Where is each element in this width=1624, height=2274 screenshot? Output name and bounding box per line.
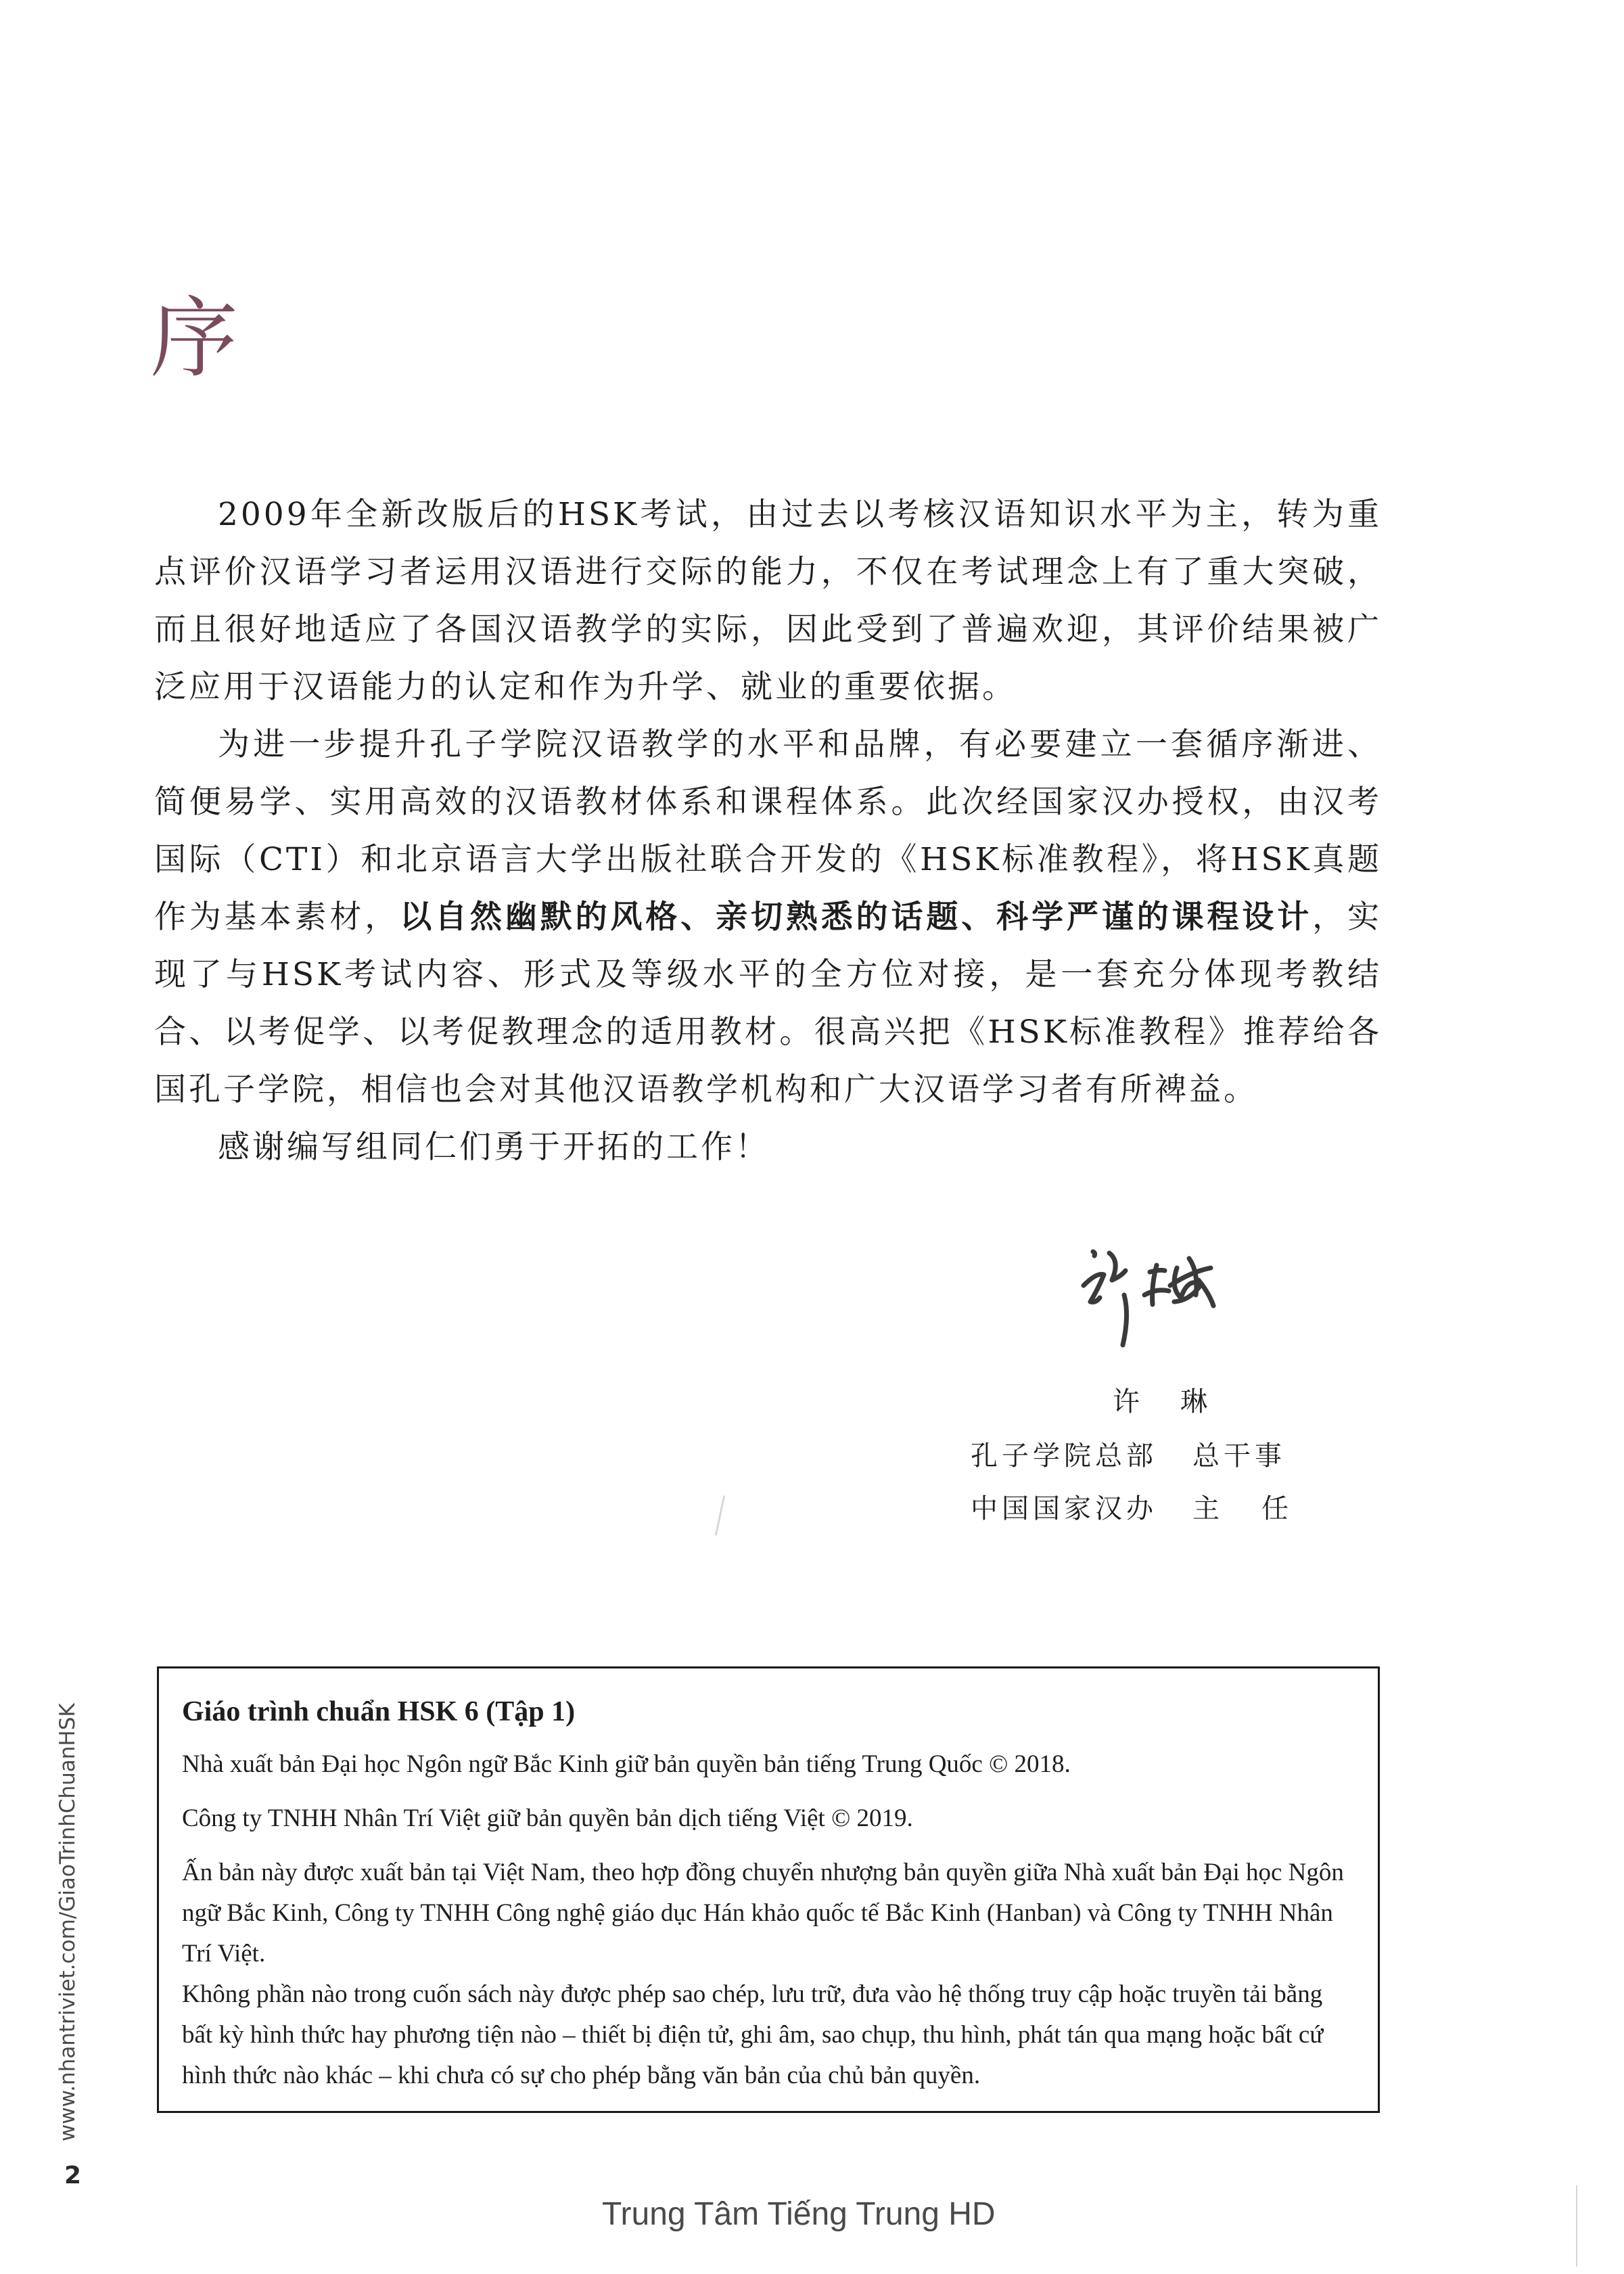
signatory-title-line-2 bbox=[971, 1487, 1330, 1526]
page-number: 2 bbox=[64, 2162, 82, 2189]
scan-artifact bbox=[1576, 2185, 1577, 2267]
copyright-chinese-edition: Nhà xuất bản Đại học Ngôn ngữ Bắc Kinh giữ bản quyền bản tiếng Trung Quốc © 2018. bbox=[182, 1750, 1071, 1778]
preface-body bbox=[154, 486, 1382, 1176]
preface-paragraph-2 bbox=[154, 716, 1382, 1118]
signatory-name: 许琳 bbox=[1113, 1386, 1248, 1417]
handwritten-signature-icon bbox=[1075, 1238, 1238, 1373]
book-title: Giáo trình chuẩn HSK 6 (Tập 1) bbox=[182, 1696, 576, 1727]
copyright-vietnamese-translation: Công ty TNHH Nhân Trí Việt giữ bản quyền bản dịch tiếng Việt © 2019. bbox=[182, 1804, 913, 1832]
signatory-org-1: 孔子学院总部 bbox=[971, 1440, 1157, 1472]
signatory-role-1: 总干事 bbox=[1192, 1440, 1286, 1472]
preface-paragraph-2-bold: 以自然幽默的风格、亲切熟悉的话题、科学严谨的课程设计 bbox=[400, 899, 1313, 936]
preface-paragraph-2-part2: ，实现了与HSK考试内容、形式及等级水平的全方位对接，是一套充分体现考教结合、以考促学、以考促教理念的适用教材。很高兴把《HSK标准教程》推荐给各国孔子学院，相信也会对其他汉语教学机构和广大汉语学习者有所裨益。 bbox=[154, 899, 1383, 1108]
signatory-title-line-1 bbox=[971, 1434, 1286, 1473]
watermark-text: Trung Tâm Tiếng Trung HD bbox=[602, 2196, 996, 2232]
signatory-org-2: 中国国家汉办 bbox=[971, 1493, 1157, 1524]
preface-paragraph-2-part1: 为进一步提升孔子学院汉语教学的水平和品牌，有必要建立一套循序渐进、简便易学、实用高效的汉语教材体系和课程体系。此次经国家汉办授权，由汉考国际（CTI）和北京语言大学出版社联合开发的《HSK标准教程》，将HSK真题作为基本素材， bbox=[154, 726, 1382, 936]
side-url-link[interactable]: www.nhantriviet.com/GiaoTrinhChuanHSK bbox=[55, 1703, 80, 2141]
signatory-role-2: 主任 bbox=[1192, 1493, 1330, 1524]
signature-block bbox=[960, 1238, 1366, 1549]
scan-artifact bbox=[715, 1495, 725, 1535]
publication-agreement: Ấn bản này được xuất bản tại Việt Nam, theo hợp đồng chuyển nhượng bản quyền giữa Nhà xuất bản Đại học Ngôn ngữ Bắc Kinh, Công ty TNHH Công nghệ giáo dục Hán khảo quốc tế Bắc Kinh (Hanban) và Công ty TNHH Nhân Trí Việt. bbox=[182, 1859, 1344, 1968]
copyright-box bbox=[157, 1666, 1380, 2113]
preface-paragraph-3: 感谢编写组同仁们勇于开拓的工作！ bbox=[218, 1129, 770, 1166]
reproduction-notice: Không phần nào trong cuốn sách này được phép sao chép, lưu trữ, đưa vào hệ thống truy cập hoặc truyền tải bằng bất kỳ hình thức hay phương tiện nào – thiết bị điện tử, ghi âm, sao chụp, thu hình, phát tán qua mạng hoặc bất cứ hình thức nào khác – khi chưa có sự cho phép bằng văn bản của chủ bản quyền. bbox=[182, 1980, 1324, 2089]
preface-paragraph-1: 2009年全新改版后的HSK考试，由过去以考核汉语知识水平为主，转为重点评价汉语学习者运用汉语进行交际的能力，不仅在考试理念上有了重大突破，而且很好地适应了各国汉语教学的实际，因此受到了普遍欢迎，其评价结果被广泛应用于汉语能力的认定和作为升学、就业的重要依据。 bbox=[154, 496, 1382, 706]
page-title: 序 bbox=[150, 287, 239, 390]
